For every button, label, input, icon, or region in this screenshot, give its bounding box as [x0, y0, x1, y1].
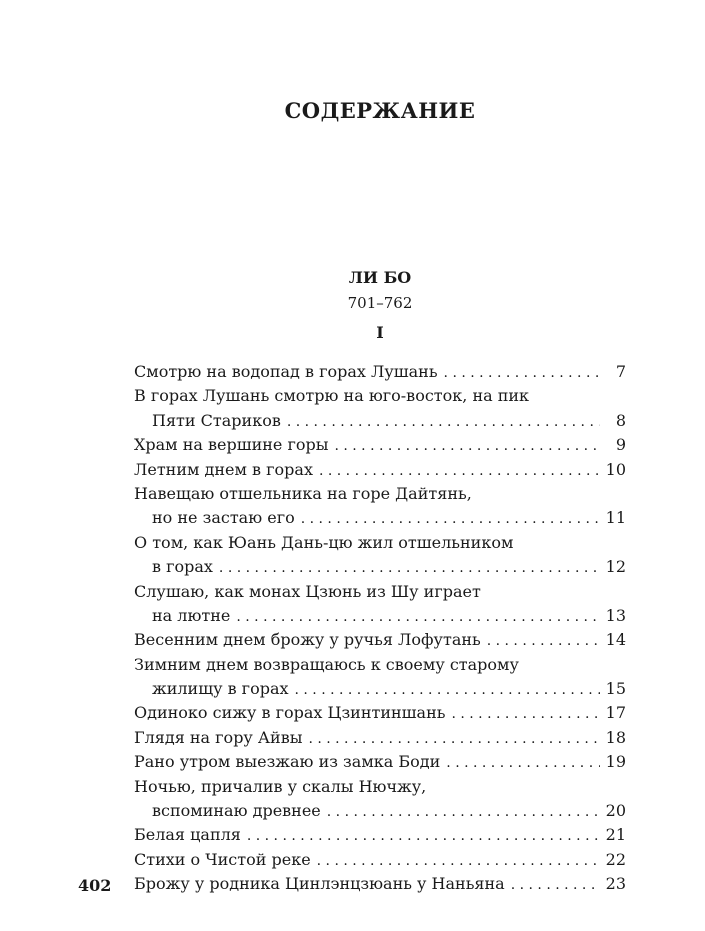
dot-leader — [444, 361, 600, 385]
toc-entry-title: Летним днем в горах — [134, 459, 313, 479]
toc-entry[interactable] — [134, 701, 626, 725]
toc-entry-page: 9 — [615, 435, 626, 455]
toc-entry-title: Смотрю на водопад в горах Лушань — [134, 362, 438, 381]
dot-leader — [236, 605, 599, 629]
toc-entry-page: 10 — [605, 459, 626, 479]
toc-entry[interactable] — [134, 458, 626, 482]
toc-entry-title-line: В горах Лушань смотрю на юго-восток, на пик — [134, 386, 530, 406]
toc-entry-page: 15 — [605, 679, 626, 699]
toc-entry-title: Белая цапля — [134, 825, 241, 845]
toc-entry-title-line: О том, как Юань Дань-цю жил отшельником — [134, 532, 514, 552]
dot-leader — [219, 556, 600, 580]
dot-leader — [334, 434, 600, 458]
section-number: I — [376, 323, 384, 342]
toc-entry-page: 21 — [605, 825, 626, 845]
toc-entry-page: 23 — [605, 874, 626, 894]
toc-entry-page: 7 — [615, 362, 626, 381]
toc-entry[interactable] — [134, 482, 626, 531]
toc-entry-page: 18 — [605, 727, 626, 747]
toc-entry-title: вспоминаю древнее — [152, 801, 321, 821]
toc-entry-title: Стихи о Чистой реке — [134, 849, 311, 869]
dot-leader — [511, 873, 600, 897]
toc-entry-title: но не застаю его — [152, 508, 295, 528]
toc-entry-title-line: Ночью, причалив у скалы Нючжу, — [134, 776, 427, 796]
toc-entry[interactable] — [134, 433, 626, 457]
toc-entry[interactable] — [134, 848, 626, 872]
toc-entry-page: 8 — [615, 410, 626, 430]
toc-entry-title: Весенним днем брожу у ручья Лофутань — [134, 630, 481, 650]
dot-leader — [295, 678, 600, 702]
table-of-contents — [134, 360, 626, 897]
toc-entry-title-line: Зимним днем возвращаюсь к своему старому — [134, 654, 519, 674]
toc-entry[interactable] — [134, 384, 626, 433]
toc-entry[interactable] — [134, 775, 626, 824]
toc-entry[interactable] — [134, 628, 626, 652]
toc-entry-title-line: Слушаю, как монах Цзюнь из Шу играет — [134, 581, 481, 601]
dot-leader — [308, 727, 599, 751]
dot-leader — [301, 507, 600, 531]
dot-leader — [487, 629, 600, 653]
toc-entry-page: 11 — [605, 508, 626, 528]
toc-entry[interactable] — [134, 750, 626, 774]
page-number: 402 — [78, 876, 112, 895]
page-title: СОДЕРЖАНИЕ — [284, 98, 476, 123]
toc-entry[interactable] — [134, 580, 626, 629]
toc-entry-title: Глядя на гору Айвы — [134, 727, 303, 747]
dot-leader — [319, 459, 600, 483]
toc-entry[interactable] — [134, 360, 626, 384]
toc-entry-page: 19 — [605, 752, 626, 772]
toc-entry-page: 13 — [605, 605, 626, 625]
toc-entry-title: Брожу у родника Цинлэнцзюань у Наньяна — [134, 874, 505, 894]
author-years: 701–762 — [347, 294, 413, 312]
toc-entry[interactable] — [134, 872, 626, 896]
toc-entry-title: на лютне — [152, 605, 231, 625]
toc-entry-title: Пяти Стариков — [152, 410, 281, 430]
dot-leader — [247, 824, 600, 848]
dot-leader — [287, 410, 600, 434]
toc-entry-page: 17 — [605, 703, 626, 723]
toc-entry[interactable] — [134, 653, 626, 702]
toc-entry-title: жилищу в горах — [152, 679, 289, 699]
dot-leader — [451, 702, 599, 726]
toc-entry-page: 14 — [605, 630, 626, 650]
toc-entry-title-line: Навещаю отшельника на горе Дайтянь, — [134, 483, 472, 503]
toc-entry[interactable] — [134, 531, 626, 580]
dot-leader — [317, 849, 600, 873]
toc-entry-page: 12 — [605, 557, 626, 577]
dot-leader — [327, 800, 600, 824]
author-name: ЛИ БО — [348, 268, 412, 287]
toc-entry-title: Храм на вершине горы — [134, 435, 329, 455]
toc-entry-page: 22 — [605, 849, 626, 869]
toc-entry[interactable] — [134, 726, 626, 750]
toc-entry[interactable] — [134, 823, 626, 847]
dot-leader — [446, 751, 599, 775]
toc-entry-page: 20 — [605, 801, 626, 821]
toc-entry-title: Одиноко сижу в горах Цзинтиншань — [134, 703, 446, 723]
toc-entry-title: в горах — [152, 557, 213, 577]
toc-entry-title: Рано утром выезжаю из замка Боди — [134, 752, 441, 772]
